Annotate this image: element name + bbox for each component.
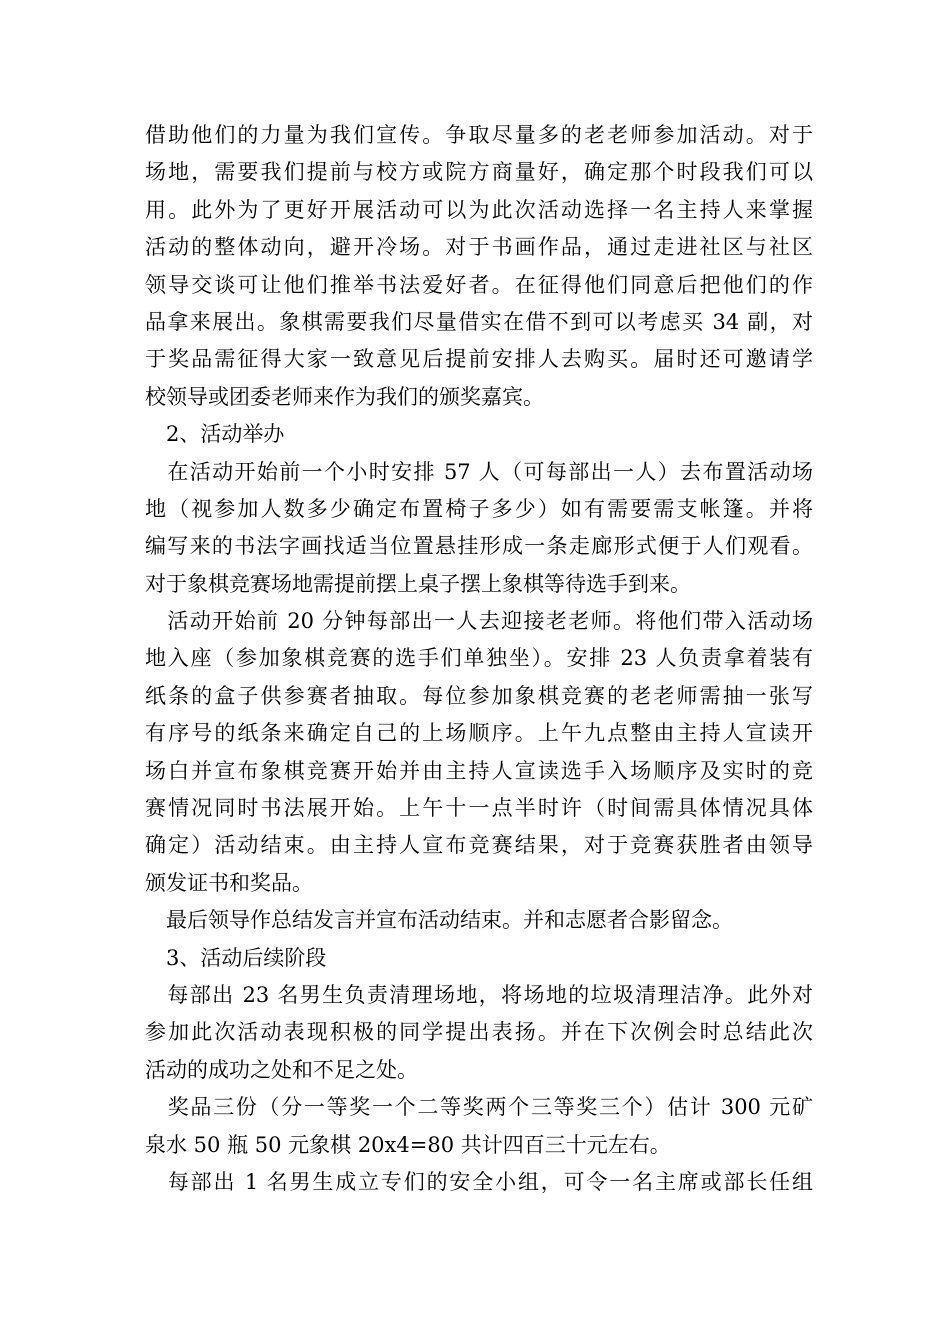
text-line: 借助他们的力量为我们宣传。争取尽量多的老老师参加活动。对于 [145, 123, 813, 147]
text-line: 最后领导作总结发言并宣布活动结束。并和志愿者合影留念。 [145, 908, 733, 933]
text-line: 有序号的纸条来确定自己的上场顺序。上午九点整由主持人宣读开 [145, 721, 813, 746]
text-line: 品拿来展出。象棋需要我们尽量借实在借不到可以考虑买 34 副，对 [145, 309, 813, 334]
text-line: 赛情况同时书法展开始。上午十一点半时许（时间需具体情况具体 [145, 796, 813, 821]
text-line: 奖品三份（分一等奖一个二等奖两个三等奖三个）估计 300 元矿 [145, 1095, 813, 1120]
text-line: 2、活动举办 [145, 422, 285, 447]
text-line: 在活动开始前一个小时安排 57 人（可每部出一人）去布置活动场 [145, 459, 813, 484]
text-line: 泉水 50 瓶 50 元象棋 20x4=80 共计四百三十元左右。 [145, 1132, 671, 1157]
text-line: 编写来的书法字画找适当位置悬挂形成一条走廊形式便于人们观看。 [145, 534, 813, 559]
text-line: 每部出 1 名男生成立专们的安全小组，可令一名主席或部长任组 [145, 1169, 813, 1194]
text-line: 颁发证书和奖品。 [145, 870, 313, 895]
text-line: 地入座（参加象棋竞赛的选手们单独坐）。安排 23 人负责拿着装有 [145, 646, 813, 671]
text-line: 活动开始前 20 分钟每部出一人去迎接老老师。将他们带入活动场 [145, 609, 813, 634]
text-line: 活动的成功之处和不足之处。 [145, 1057, 418, 1082]
text-line: 领导交谈可让他们推举书法爱好者。在征得他们同意后把他们的作 [145, 272, 813, 297]
text-line: 活动的整体动向，避开冷场。对于书画作品，通过走进社区与社区 [145, 235, 813, 260]
text-line: 用。此外为了更好开展活动可以为此次活动选择一名主持人来掌握 [145, 197, 813, 222]
text-line: 3、活动后续阶段 [145, 945, 327, 970]
text-line: 确定）活动结束。由主持人宣布竞赛结果，对于竞赛获胜者由领导 [145, 833, 813, 858]
text-line: 对于象棋竞赛场地需提前摆上桌子摆上象棋等待选手到来。 [145, 571, 691, 596]
text-line: 地（视参加人数多少确定布置椅子多少）如有需要需支帐篷。并将 [145, 496, 813, 521]
document-body [145, 117, 813, 1201]
text-line: 场白并宣布象棋竞赛开始并由主持人宣读选手入场顺序及实时的竞 [145, 758, 813, 783]
text-line: 每部出 23 名男生负责清理场地，将场地的垃圾清理洁净。此外对 [145, 982, 813, 1007]
text-line: 校领导或团委老师来作为我们的颁奖嘉宾。 [145, 384, 544, 409]
text-line: 场地，需要我们提前与校方或院方商量好，确定那个时段我们可以 [145, 160, 813, 185]
text-line: 于奖品需征得大家一致意见后提前安排人去购买。届时还可邀请学 [145, 347, 813, 372]
text-line: 纸条的盒子供参赛者抽取。每位参加象棋竞赛的老老师需抽一张写 [145, 683, 813, 708]
text-line: 参加此次活动表现积极的同学提出表扬。并在下次例会时总结此次 [145, 1020, 813, 1045]
